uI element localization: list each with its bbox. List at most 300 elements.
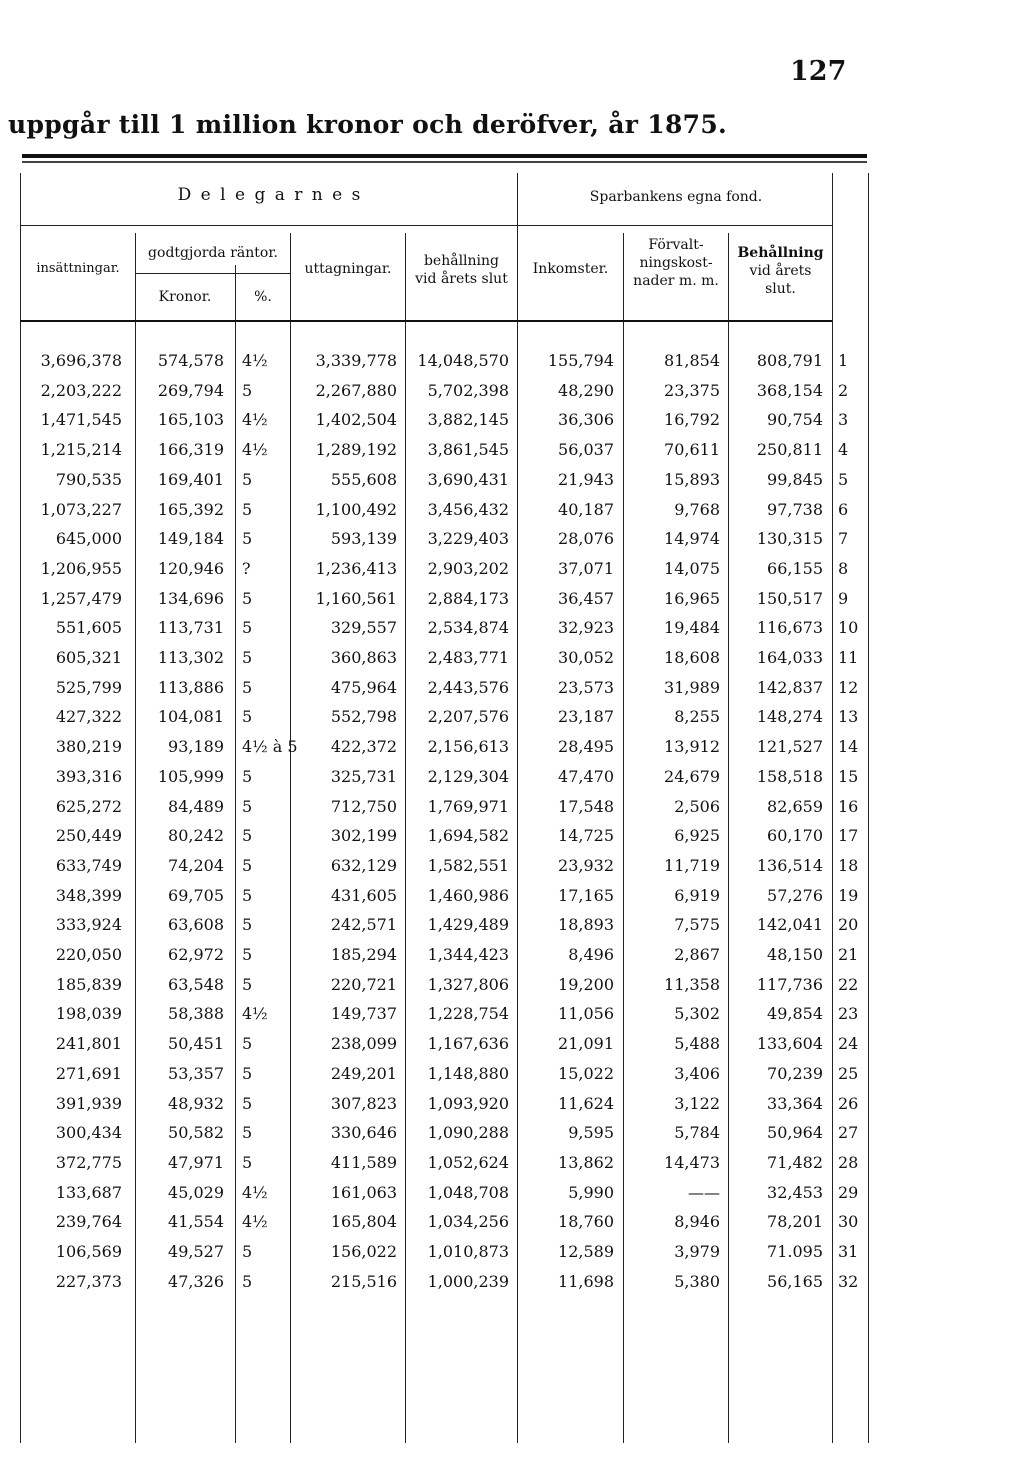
cell-forvaltningskostnader: 16,965: [664, 588, 720, 608]
cell-fond-behallning: 150,517: [756, 588, 823, 608]
cell-inkomster: 8,496: [568, 945, 614, 964]
cell-forvaltningskostnader: 5,784: [674, 1123, 720, 1143]
cell-kronor: 63,548: [168, 974, 224, 994]
cell-row-number: 26: [838, 1093, 859, 1113]
cell-kronor: 104,081: [157, 707, 224, 727]
cell-row-number: 7: [838, 529, 849, 549]
header-forvalt-1: Förvalt-: [648, 237, 704, 253]
cell-procent: 5: [242, 855, 253, 875]
cell-row-number: 16: [838, 796, 859, 816]
cell-behallning: 3,882,145: [427, 410, 509, 430]
cell-uttagningar: 242,571: [330, 915, 397, 935]
cell-kronor: 113,731: [157, 618, 224, 638]
cell-inkomster: 17,165: [558, 885, 614, 905]
cell-insattningar: 300,434: [55, 1123, 122, 1143]
cell-behallning: 5,702,398: [427, 380, 509, 400]
cell-fond-behallning: 71,482: [767, 1152, 823, 1172]
cell-behallning: 1,344,423: [427, 945, 509, 964]
cell-inkomster: 36,457: [558, 588, 614, 608]
cell-inkomster: 15,022: [558, 1063, 614, 1083]
cell-kronor: 93,189: [168, 737, 224, 757]
cell-procent: 4½ à 5: [242, 737, 298, 757]
cell-kronor: 62,972: [168, 945, 224, 964]
cell-procent: 4½: [242, 1182, 268, 1202]
cell-forvaltningskostnader: 5,380: [674, 1271, 720, 1291]
cell-kronor: 166,319: [157, 440, 224, 460]
cell-fond-behallning: 49,854: [767, 1004, 823, 1024]
table-row: [20, 1028, 870, 1058]
cell-row-number: 27: [838, 1123, 859, 1143]
table-row: [20, 820, 870, 850]
cell-insattningar: 605,321: [55, 648, 122, 667]
table-row: [20, 998, 870, 1028]
cell-inkomster: 23,932: [558, 855, 614, 875]
cell-row-number: 20: [838, 915, 859, 935]
cell-forvaltningskostnader: 81,854: [664, 351, 720, 370]
cell-fond-behallning: 117,736: [756, 974, 823, 994]
cell-fond-behallning: 121,527: [756, 737, 823, 757]
cell-uttagningar: 593,139: [330, 529, 397, 549]
cell-fond-behallning: 130,315: [756, 529, 823, 549]
cell-forvaltningskostnader: 19,484: [664, 618, 720, 638]
header-delegarnes: D e l e g a r n e s: [177, 185, 363, 205]
table-row: [20, 939, 870, 969]
cell-insattningar: 645,000: [55, 529, 122, 549]
cell-procent: 5: [242, 1123, 253, 1143]
table-row: [20, 1206, 870, 1236]
cell-kronor: 113,302: [157, 648, 224, 667]
table-row: [20, 850, 870, 880]
cell-row-number: 29: [838, 1182, 859, 1202]
cell-kronor: 49,527: [168, 1242, 224, 1261]
cell-behallning: 1,010,873: [427, 1242, 509, 1261]
cell-uttagningar: 422,372: [330, 737, 397, 757]
cell-uttagningar: 555,608: [330, 469, 397, 489]
cell-inkomster: 23,573: [558, 677, 614, 697]
cell-inkomster: 18,760: [558, 1212, 614, 1232]
table-row: [20, 404, 870, 434]
cell-inkomster: 11,056: [558, 1004, 614, 1024]
cell-inkomster: 9,595: [568, 1123, 614, 1143]
cell-behallning: 1,429,489: [427, 915, 509, 935]
cell-forvaltningskostnader: ——: [688, 1182, 720, 1202]
header-behallning-1: behållning: [423, 253, 500, 269]
top-rule-thin: [22, 161, 867, 163]
cell-uttagningar: 431,605: [330, 885, 397, 905]
header-fond-behallning-1: Behållning: [737, 245, 824, 261]
cell-kronor: 47,326: [168, 1271, 224, 1291]
cell-inkomster: 28,495: [558, 737, 614, 757]
cell-behallning: 14,048,570: [417, 351, 509, 370]
cell-uttagningar: 475,964: [330, 677, 397, 697]
cell-forvaltningskostnader: 3,979: [674, 1242, 720, 1261]
cell-fond-behallning: 368,154: [756, 380, 823, 400]
cell-procent: 5: [242, 796, 253, 816]
cell-fond-behallning: 70,239: [767, 1063, 823, 1083]
header-forvalt-3: nader m. m.: [633, 273, 719, 289]
cell-uttagningar: 156,022: [330, 1242, 397, 1261]
table-row: [20, 731, 870, 761]
table-row: [20, 523, 870, 553]
cell-kronor: 53,357: [168, 1063, 224, 1083]
cell-fond-behallning: 33,364: [767, 1093, 823, 1113]
cell-uttagningar: 329,557: [330, 618, 397, 638]
cell-procent: 5: [242, 915, 253, 935]
cell-kronor: 50,582: [168, 1123, 224, 1143]
cell-forvaltningskostnader: 11,358: [664, 974, 720, 994]
cell-uttagningar: 1,289,192: [315, 440, 397, 460]
cell-forvaltningskostnader: 5,302: [674, 1004, 720, 1024]
cell-procent: 5: [242, 1063, 253, 1083]
cell-forvaltningskostnader: 8,946: [674, 1212, 720, 1232]
table-row: [20, 1058, 870, 1088]
cell-procent: 5: [242, 380, 253, 400]
cell-procent: 4½: [242, 351, 268, 370]
cell-row-number: 4: [838, 440, 849, 460]
cell-procent: 5: [242, 826, 253, 846]
table-row: [20, 642, 870, 672]
header-inkomster: Inkomster.: [532, 261, 609, 277]
cell-insattningar: 220,050: [55, 945, 122, 964]
cell-uttagningar: 411,589: [330, 1152, 397, 1172]
cell-inkomster: 32,923: [558, 618, 614, 638]
cell-fond-behallning: 50,964: [767, 1123, 823, 1143]
cell-inkomster: 11,698: [558, 1271, 614, 1291]
table-row: [20, 434, 870, 464]
cell-fond-behallning: 148,274: [756, 707, 823, 727]
cell-behallning: 1,769,971: [427, 796, 509, 816]
cell-forvaltningskostnader: 6,919: [674, 885, 720, 905]
cell-kronor: 69,705: [168, 885, 224, 905]
top-rule: [22, 154, 867, 158]
cell-fond-behallning: 808,791: [756, 351, 823, 370]
cell-procent: 5: [242, 529, 253, 549]
cell-forvaltningskostnader: 14,473: [664, 1152, 720, 1172]
cell-insattningar: 790,535: [55, 469, 122, 489]
cell-kronor: 169,401: [157, 469, 224, 489]
table-row: [20, 583, 870, 613]
cell-uttagningar: 220,721: [330, 974, 397, 994]
cell-row-number: 21: [838, 945, 859, 964]
cell-fond-behallning: 78,201: [767, 1212, 823, 1232]
cell-insattningar: 198,039: [55, 1004, 122, 1024]
table-row: [20, 880, 870, 910]
cell-behallning: 1,000,239: [427, 1271, 509, 1291]
header-fond-behallning-3: slut.: [765, 281, 796, 297]
cell-behallning: 1,034,256: [427, 1212, 509, 1232]
table-row: [20, 612, 870, 642]
cell-insattningar: 1,471,545: [40, 410, 122, 430]
cell-insattningar: 625,272: [55, 796, 122, 816]
cell-inkomster: 48,290: [558, 380, 614, 400]
table-row: [20, 1147, 870, 1177]
header-pct: %.: [254, 289, 272, 305]
cell-uttagningar: 330,646: [330, 1123, 397, 1143]
cell-fond-behallning: 133,604: [756, 1034, 823, 1054]
cell-forvaltningskostnader: 23,375: [664, 380, 720, 400]
cell-row-number: 11: [838, 648, 859, 667]
cell-procent: 5: [242, 974, 253, 994]
cell-insattningar: 227,373: [55, 1271, 122, 1291]
cell-behallning: 1,167,636: [427, 1034, 509, 1054]
cell-uttagningar: 302,199: [330, 826, 397, 846]
table-row: [20, 375, 870, 405]
cell-behallning: 3,861,545: [427, 440, 509, 460]
cell-behallning: 1,582,551: [427, 855, 509, 875]
cell-row-number: 19: [838, 885, 859, 905]
cell-insattningar: 525,799: [55, 677, 122, 697]
cell-behallning: 1,090,288: [427, 1123, 509, 1143]
cell-row-number: 13: [838, 707, 859, 727]
cell-insattningar: 2,203,222: [40, 380, 122, 400]
cell-procent: 4½: [242, 1212, 268, 1232]
cell-insattningar: 271,691: [55, 1063, 122, 1083]
cell-behallning: 3,456,432: [427, 499, 509, 519]
cell-fond-behallning: 250,811: [756, 440, 823, 460]
header-divider: [135, 273, 290, 274]
cell-fond-behallning: 57,276: [767, 885, 823, 905]
table-row: [20, 1177, 870, 1207]
table-row: [20, 672, 870, 702]
cell-insattningar: 333,924: [55, 915, 122, 935]
cell-insattningar: 348,399: [55, 885, 122, 905]
cell-procent: 5: [242, 648, 253, 667]
cell-behallning: 2,903,202: [427, 558, 509, 578]
cell-behallning: 1,148,880: [427, 1063, 509, 1083]
header-insattningar: insättningar.: [36, 261, 120, 276]
cell-procent: ?: [242, 558, 251, 578]
cell-uttagningar: 165,804: [330, 1212, 397, 1232]
cell-fond-behallning: 82,659: [767, 796, 823, 816]
cell-row-number: 24: [838, 1034, 859, 1054]
cell-insattningar: 185,839: [55, 974, 122, 994]
header-godtgjorda: godtgjorda räntor.: [148, 245, 278, 261]
cell-procent: 5: [242, 945, 253, 964]
cell-insattningar: 3,696,378: [40, 351, 122, 370]
cell-procent: 5: [242, 707, 253, 727]
table-row: [20, 1117, 870, 1147]
cell-uttagningar: 149,737: [330, 1004, 397, 1024]
header-fond: Sparbankens egna fond.: [589, 189, 763, 205]
cell-insattningar: 1,257,479: [40, 588, 122, 608]
cell-procent: 5: [242, 766, 253, 786]
cell-fond-behallning: 56,165: [767, 1271, 823, 1291]
cell-inkomster: 11,624: [558, 1093, 614, 1113]
cell-fond-behallning: 32,453: [767, 1182, 823, 1202]
table-row: [20, 1088, 870, 1118]
cell-fond-behallning: 90,754: [767, 410, 823, 430]
cell-behallning: 2,483,771: [427, 648, 509, 667]
cell-inkomster: 14,725: [558, 826, 614, 846]
cell-kronor: 45,029: [168, 1182, 224, 1202]
cell-row-number: 8: [838, 558, 849, 578]
cell-forvaltningskostnader: 7,575: [674, 915, 720, 935]
cell-inkomster: 40,187: [558, 499, 614, 519]
cell-insattningar: 250,449: [55, 826, 122, 846]
cell-forvaltningskostnader: 70,611: [664, 440, 720, 460]
cell-forvaltningskostnader: 24,679: [664, 766, 720, 786]
cell-uttagningar: 215,516: [330, 1271, 397, 1291]
cell-inkomster: 21,943: [558, 469, 614, 489]
cell-procent: 5: [242, 499, 253, 519]
cell-fond-behallning: 164,033: [756, 648, 823, 667]
cell-row-number: 31: [838, 1242, 859, 1261]
cell-inkomster: 23,187: [558, 707, 614, 727]
cell-insattningar: 380,219: [55, 737, 122, 757]
cell-inkomster: 13,862: [558, 1152, 614, 1172]
cell-inkomster: 19,200: [558, 974, 614, 994]
cell-behallning: 1,093,920: [427, 1093, 509, 1113]
cell-insattningar: 633,749: [55, 855, 122, 875]
cell-uttagningar: 1,236,413: [315, 558, 397, 578]
cell-kronor: 84,489: [168, 796, 224, 816]
cell-row-number: 10: [838, 618, 859, 638]
cell-row-number: 2: [838, 380, 849, 400]
cell-inkomster: 37,071: [558, 558, 614, 578]
cell-kronor: 120,946: [157, 558, 224, 578]
cell-forvaltningskostnader: 11,719: [664, 855, 720, 875]
cell-insattningar: 427,322: [55, 707, 122, 727]
cell-procent: 5: [242, 1271, 253, 1291]
cell-uttagningar: 307,823: [330, 1093, 397, 1113]
cell-procent: 4½: [242, 1004, 268, 1024]
cell-forvaltningskostnader: 31,989: [664, 677, 720, 697]
cell-inkomster: 155,794: [547, 351, 614, 370]
cell-row-number: 12: [838, 677, 859, 697]
cell-fond-behallning: 66,155: [767, 558, 823, 578]
cell-behallning: 2,156,613: [427, 737, 509, 757]
cell-row-number: 28: [838, 1152, 859, 1172]
cell-inkomster: 36,306: [558, 410, 614, 430]
cell-row-number: 14: [838, 737, 859, 757]
table-row: [20, 969, 870, 999]
cell-kronor: 41,554: [168, 1212, 224, 1232]
cell-kronor: 50,451: [168, 1034, 224, 1054]
cell-procent: 4½: [242, 440, 268, 460]
cell-insattningar: 372,775: [55, 1152, 122, 1172]
cell-kronor: 149,184: [157, 529, 224, 549]
cell-forvaltningskostnader: 14,974: [664, 529, 720, 549]
header-divider: [20, 225, 832, 226]
cell-inkomster: 5,990: [568, 1182, 614, 1202]
cell-uttagningar: 1,402,504: [315, 410, 397, 430]
cell-uttagningar: 1,160,561: [315, 588, 397, 608]
cell-uttagningar: 161,063: [330, 1182, 397, 1202]
cell-forvaltningskostnader: 6,925: [674, 826, 720, 846]
cell-forvaltningskostnader: 3,406: [674, 1063, 720, 1083]
cell-kronor: 48,932: [168, 1093, 224, 1113]
cell-behallning: 3,690,431: [427, 469, 509, 489]
header-uttagningar: uttagningar.: [304, 261, 392, 277]
cell-behallning: 1,460,986: [427, 885, 509, 905]
cell-kronor: 58,388: [168, 1004, 224, 1024]
cell-fond-behallning: 136,514: [756, 855, 823, 875]
cell-kronor: 74,204: [168, 855, 224, 875]
cell-row-number: 23: [838, 1004, 859, 1024]
cell-procent: 5: [242, 677, 253, 697]
cell-procent: 5: [242, 885, 253, 905]
cell-behallning: 2,129,304: [427, 766, 509, 786]
cell-inkomster: 18,893: [558, 915, 614, 935]
header-kronor: Kronor.: [158, 289, 212, 305]
cell-uttagningar: 2,267,880: [315, 380, 397, 400]
cell-fond-behallning: 142,837: [756, 677, 823, 697]
cell-behallning: 2,443,576: [427, 677, 509, 697]
cell-forvaltningskostnader: 15,893: [664, 469, 720, 489]
cell-forvaltningskostnader: 18,608: [664, 648, 720, 667]
cell-kronor: 165,103: [157, 410, 224, 430]
cell-uttagningar: 249,201: [330, 1063, 397, 1083]
cell-inkomster: 47,470: [558, 766, 614, 786]
cell-insattningar: 393,316: [55, 766, 122, 786]
cell-uttagningar: 238,099: [330, 1034, 397, 1054]
cell-forvaltningskostnader: 8,255: [674, 707, 720, 727]
cell-uttagningar: 3,339,778: [315, 351, 397, 370]
cell-procent: 4½: [242, 410, 268, 430]
cell-insattningar: 1,206,955: [40, 558, 122, 578]
cell-uttagningar: 632,129: [330, 855, 397, 875]
cell-uttagningar: 360,863: [330, 648, 397, 667]
cell-inkomster: 21,091: [558, 1034, 614, 1054]
cell-behallning: 2,884,173: [427, 588, 509, 608]
cell-kronor: 47,971: [168, 1152, 224, 1172]
cell-uttagningar: 552,798: [330, 707, 397, 727]
cell-row-number: 3: [838, 410, 849, 430]
cell-row-number: 18: [838, 855, 859, 875]
cell-insattningar: 133,687: [55, 1182, 122, 1202]
cell-fond-behallning: 97,738: [767, 499, 823, 519]
cell-insattningar: 1,215,214: [40, 440, 122, 460]
cell-kronor: 63,608: [168, 915, 224, 935]
cell-inkomster: 17,548: [558, 796, 614, 816]
cell-fond-behallning: 60,170: [767, 826, 823, 846]
cell-row-number: 32: [838, 1271, 859, 1291]
cell-behallning: 2,534,874: [427, 618, 509, 638]
cell-uttagningar: 185,294: [330, 945, 397, 964]
cell-row-number: 6: [838, 499, 849, 519]
cell-uttagningar: 325,731: [330, 766, 397, 786]
cell-uttagningar: 712,750: [330, 796, 397, 816]
cell-insattningar: 239,764: [55, 1212, 122, 1232]
cell-row-number: 22: [838, 974, 859, 994]
cell-forvaltningskostnader: 16,792: [664, 410, 720, 430]
cell-insattningar: 106,569: [55, 1242, 122, 1261]
header-fond-behallning-2: vid årets: [749, 263, 812, 279]
page-number: 127: [790, 56, 847, 87]
cell-row-number: 17: [838, 826, 859, 846]
cell-fond-behallning: 71.095: [767, 1242, 823, 1261]
cell-kronor: 105,999: [157, 766, 224, 786]
cell-fond-behallning: 116,673: [756, 618, 823, 638]
cell-behallning: 1,228,754: [427, 1004, 509, 1024]
table-row: [20, 1236, 870, 1266]
cell-kronor: 574,578: [157, 351, 224, 370]
cell-behallning: 3,229,403: [427, 529, 509, 549]
cell-row-number: 5: [838, 469, 849, 489]
table-row: [20, 909, 870, 939]
cell-procent: 5: [242, 1152, 253, 1172]
cell-row-number: 25: [838, 1063, 859, 1083]
cell-fond-behallning: 158,518: [756, 766, 823, 786]
table-row: [20, 701, 870, 731]
cell-forvaltningskostnader: 9,768: [674, 499, 720, 519]
cell-procent: 5: [242, 1034, 253, 1054]
cell-behallning: 1,048,708: [427, 1182, 509, 1202]
cell-procent: 5: [242, 618, 253, 638]
cell-row-number: 15: [838, 766, 859, 786]
cell-uttagningar: 1,100,492: [315, 499, 397, 519]
cell-fond-behallning: 142,041: [756, 915, 823, 935]
